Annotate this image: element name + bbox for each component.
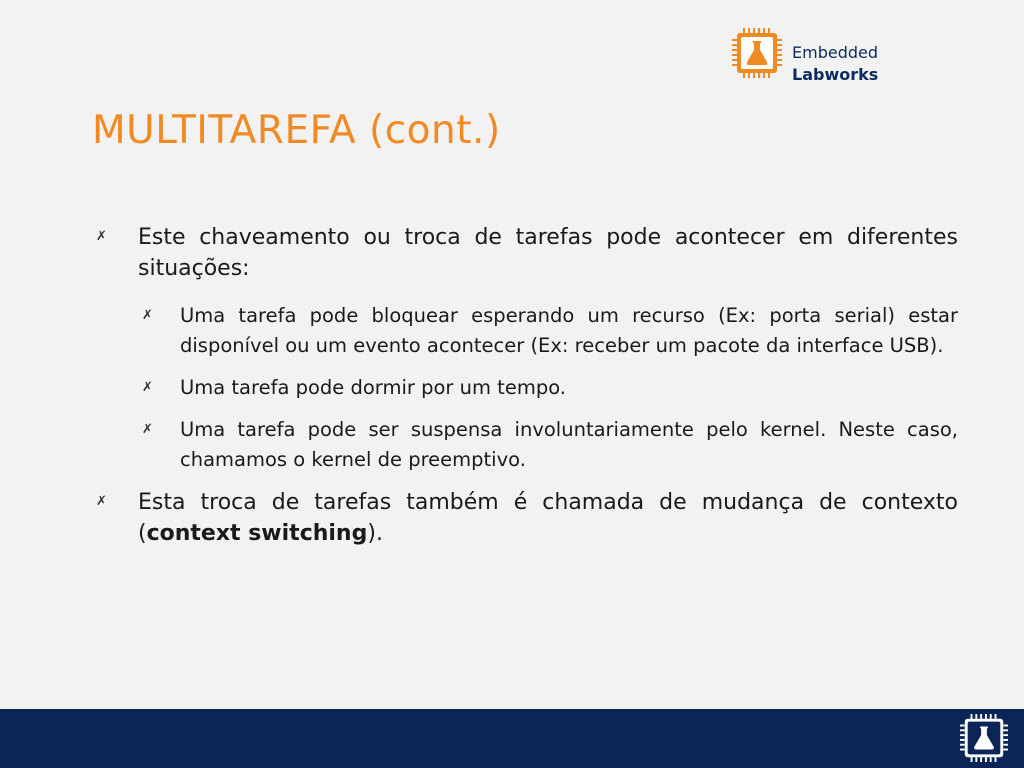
chip-flask-icon — [960, 714, 1008, 762]
bullet-marker-icon: ✗ — [142, 380, 153, 395]
sub-bullet-1 — [96, 301, 958, 361]
bullet-2-text-after: ). — [367, 521, 383, 546]
sub-bullet-2-text: Uma tarefa pode dormir por um tempo. — [180, 376, 566, 399]
bullet-2-text-before: Esta troca de tarefas também é chamada de mudança de contexto ( — [138, 490, 958, 546]
chip-flask-icon — [732, 28, 782, 78]
bullet-marker-icon: ✗ — [96, 494, 107, 509]
bullet-2 — [96, 487, 958, 549]
sub-bullet-1-text: Uma tarefa pode bloquear esperando um recurso (Ex: porta serial) estar disponível ou um evento acontecer (Ex: receber um pacote da interface USB). — [180, 304, 958, 357]
bullet-marker-icon: ✗ — [142, 422, 153, 437]
brand-logo — [732, 28, 892, 88]
brand-line2: Labworks — [792, 65, 879, 84]
sub-bullet-3-text: Uma tarefa pode ser suspensa involuntariamente pelo kernel. Neste caso, chamamos o kernel de preemptivo. — [180, 418, 958, 471]
sub-bullet-2 — [96, 373, 958, 403]
bullet-2-term: context switching — [146, 521, 368, 546]
slide-title: MULTITAREFA (cont.) — [92, 108, 501, 153]
bullet-1-text: Este chaveamento ou troca de tarefas pode acontecer em diferentes situações: — [138, 225, 958, 281]
bullet-1 — [96, 222, 958, 284]
bullet-marker-icon: ✗ — [142, 308, 153, 323]
bullet-marker-icon: ✗ — [96, 229, 107, 244]
slide-content — [96, 222, 958, 549]
brand-line1: Embedded — [792, 43, 879, 62]
brand-name — [792, 42, 878, 86]
footer-bar — [0, 709, 1024, 768]
sub-bullet-3 — [96, 415, 958, 475]
